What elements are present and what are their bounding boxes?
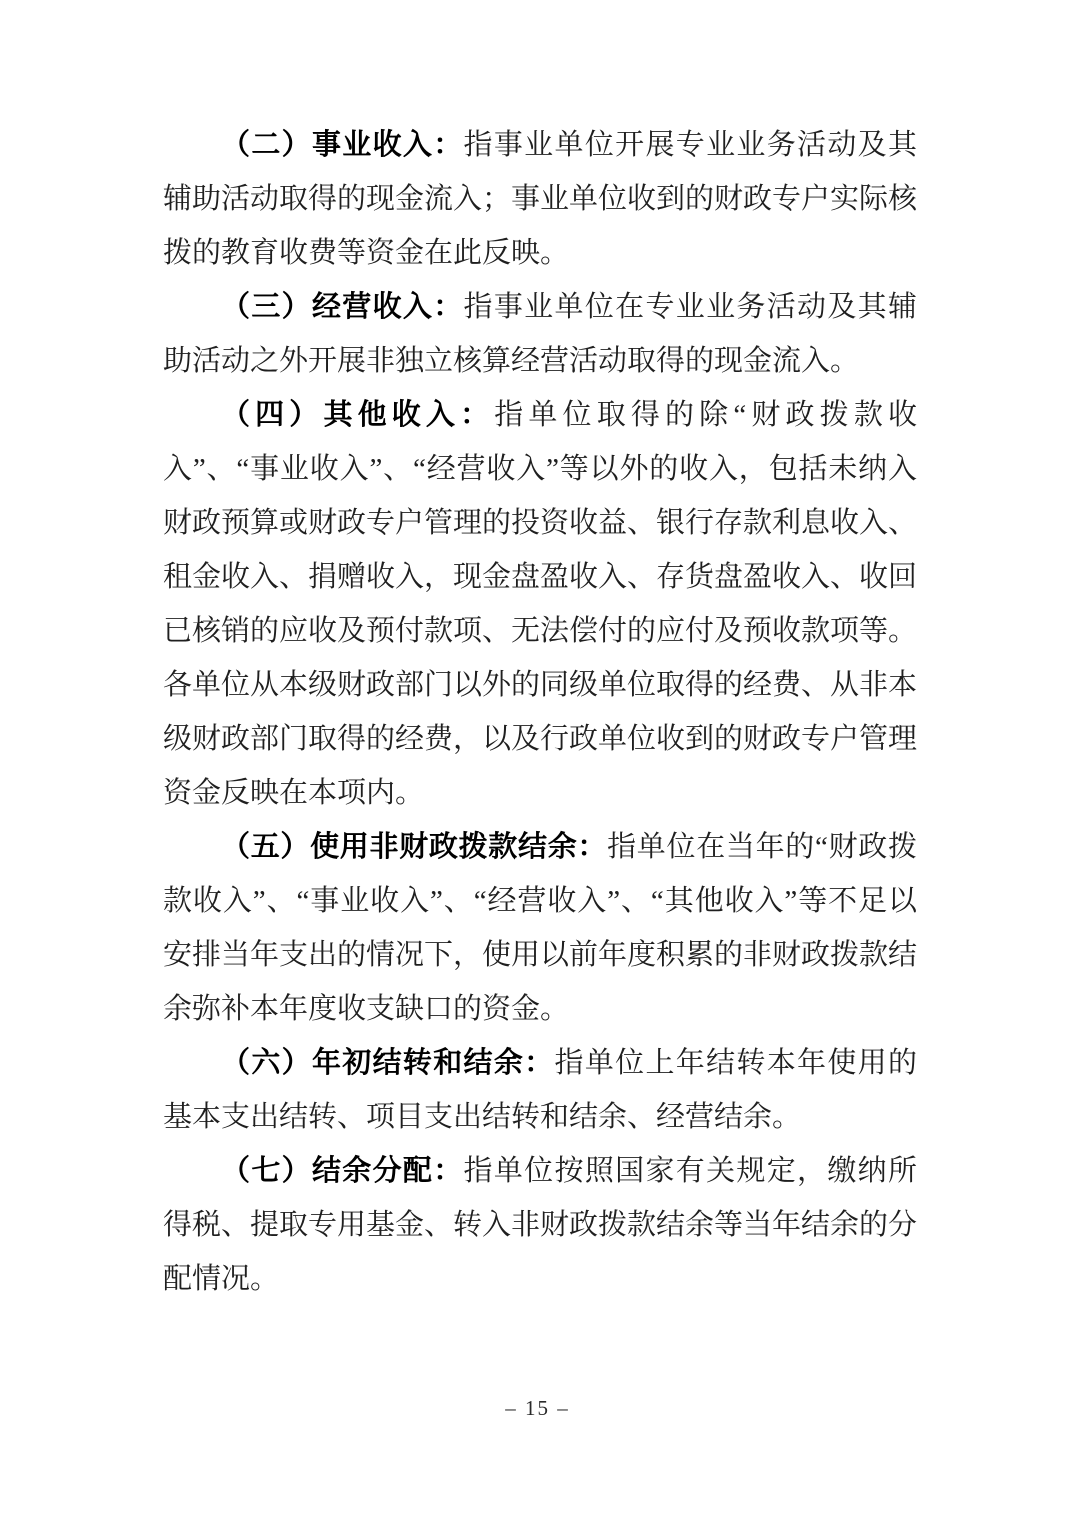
term-label: （七）结余分配： [221,1155,464,1187]
definition-paragraph-3 [163,280,917,388]
definition-paragraph-4 [163,388,917,820]
paragraph-body: 指事业单位在专业业务活动及其辅助活动之外开展非独立核算经营活动取得的现金流入。 [163,291,917,377]
definition-paragraph-5 [163,820,917,1036]
term-label: （四）其他收入： [221,399,495,431]
document-body [163,118,917,1306]
definition-paragraph-6 [163,1036,917,1144]
paragraph-body: 指单位取得的除“财政拨款收入”、“事业收入”、“经营收入”等以外的收入，包括未纳入财政预算或财政专户管理的投资收益、银行存款利息收入、租金收入、捐赠收入，现金盘盈收入、存货盘盈收入、收回已核销的应收及预付款项、无法偿付的应付及预收款项等。各单位从本级财政部门以外的同级单位取得的经费、从非本级财政部门取得的经费，以及行政单位收到的财政专户管理资金反映在本项内。 [163,399,918,809]
term-label: （三）经营收入： [221,291,464,323]
term-label: （六）年初结转和结余： [221,1047,555,1079]
paragraph-body: 指事业单位开展专业业务活动及其辅助活动取得的现金流入；事业单位收到的财政专户实际核拨的教育收费等资金在此反映。 [163,129,918,269]
paragraph-body: 指单位在当年的“财政拨款收入”、“事业收入”、“经营收入”、“其他收入”等不足以安排当年支出的情况下，使用以前年度积累的非财政拨款结余弥补本年度收支缺口的资金。 [163,831,918,1025]
page-number: – 15 – [505,1396,570,1420]
term-label: （二）事业收入： [221,129,464,161]
term-label: （五）使用非财政拨款结余： [221,831,608,863]
paragraph-body: 指单位上年结转本年使用的基本支出结转、项目支出结转和结余、经营结余。 [163,1047,917,1133]
paragraph-body: 指单位按照国家有关规定，缴纳所得税、提取专用基金、转入非财政拨款结余等当年结余的分配情况。 [163,1155,918,1295]
definition-paragraph-7 [163,1144,917,1306]
definition-paragraph-2 [163,118,917,280]
